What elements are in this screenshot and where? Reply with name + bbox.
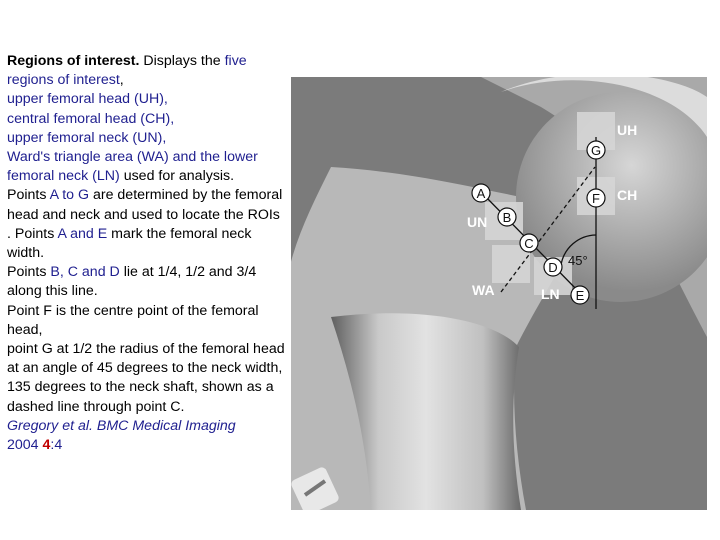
- points-label: Points: [7, 187, 50, 204]
- roi-uh-label: UH: [617, 122, 638, 138]
- point-g: [587, 141, 605, 159]
- point-a: [472, 184, 490, 202]
- point-b: [498, 208, 516, 226]
- caption-text: [7, 52, 287, 455]
- ch-text: central femoral head (CH),: [7, 110, 175, 127]
- points2-label: Points: [7, 264, 51, 281]
- roi-ch-label: CH: [617, 187, 638, 203]
- point-e-label: E: [575, 288, 585, 303]
- xray-svg: [291, 77, 707, 510]
- wa-ln-text: Ward's triangle area (WA) and the lower femoral neck (LN): [7, 149, 258, 185]
- roi-un-label: UN: [467, 214, 488, 230]
- year-text: 2004: [7, 437, 43, 454]
- point-e: [571, 286, 589, 304]
- point-b-label: B: [502, 210, 512, 225]
- comma: ,: [119, 72, 124, 89]
- point-d-label: D: [548, 260, 558, 275]
- roi-ln-label: LN: [541, 286, 560, 302]
- point-g-text: point G at 1/2 the radius of the femoral head at an angle of 45 degrees to the neck width, 135 degrees to the neck shaft, shown as a dashed line through point C.: [7, 341, 285, 415]
- point-c: [520, 234, 538, 252]
- angle-label: 45°: [568, 253, 588, 268]
- point-a-label: A: [476, 186, 486, 201]
- caption-heading: Regions of interest.: [7, 53, 140, 69]
- un-text: upper femoral neck (UN),: [7, 129, 167, 146]
- hip-xray-figure: [291, 77, 707, 510]
- a-to-g-text: A to G: [49, 187, 90, 204]
- five-roi-text: five regions of interest: [7, 53, 247, 89]
- lie-at-text: lie at 1/4, 1/2 and 3/4 along this line.: [7, 264, 257, 300]
- point-f: [587, 189, 605, 207]
- bcd-text: B, C and D: [50, 264, 120, 281]
- point-g-label: G: [590, 143, 602, 158]
- determined-text: are determined by the femoral head and neck and used to locate the ROIs: [7, 187, 283, 223]
- point-f-label: F: [592, 191, 600, 206]
- point-f-text: Point F is the centre point of the femoral head,: [7, 302, 259, 338]
- volume-text: 4: [42, 437, 51, 454]
- uh-text: upper femoral head (UH),: [7, 91, 168, 108]
- pages-text: :4: [50, 437, 63, 454]
- roi-wa-label: WA: [472, 282, 495, 298]
- mark-width-text: mark the femoral neck width.: [7, 225, 252, 262]
- point-c-label: C: [524, 236, 534, 251]
- a-and-e-text: A and E: [57, 225, 108, 242]
- citation-text[interactable]: Gregory et al. BMC Medical Imaging: [7, 417, 236, 434]
- dot-points-text: . Points: [7, 225, 58, 242]
- point-d: [544, 258, 562, 276]
- used-for-text: used for analysis.: [119, 168, 235, 185]
- caption-intro: Displays the: [139, 53, 225, 69]
